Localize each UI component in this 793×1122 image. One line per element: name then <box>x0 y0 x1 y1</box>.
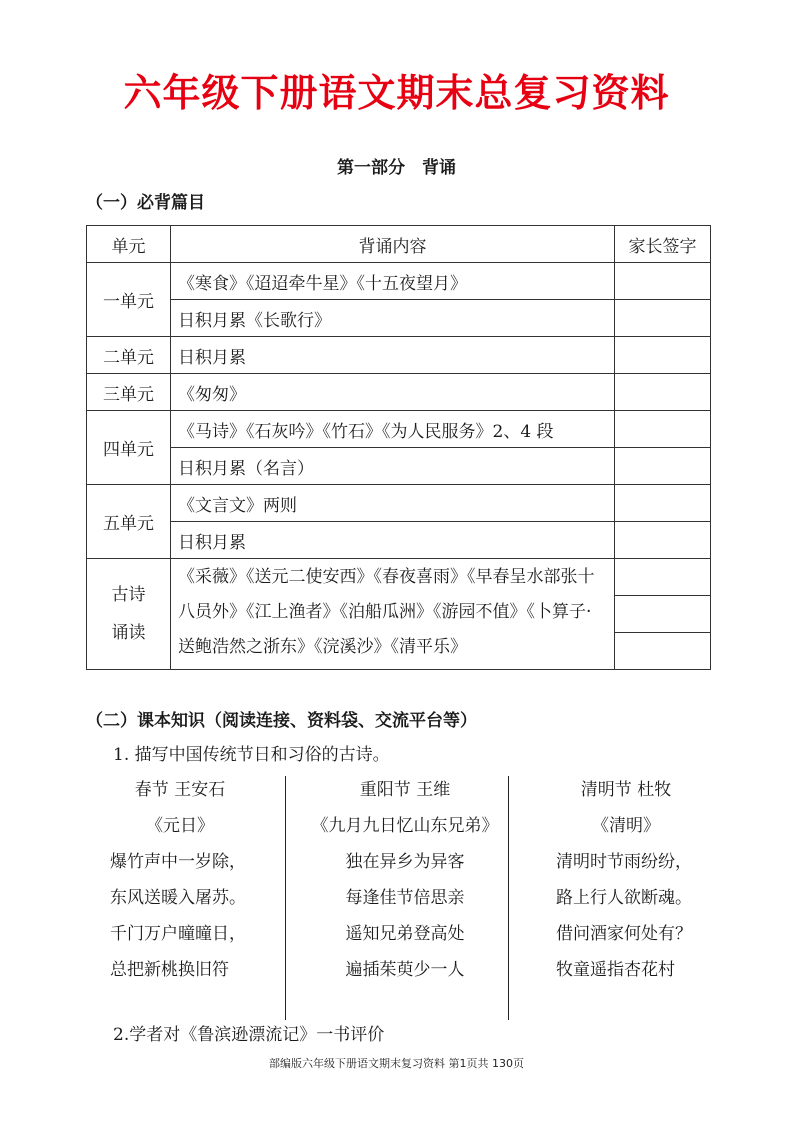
poem-title: 《清明》 <box>592 816 660 836</box>
signature-cell <box>615 263 711 300</box>
signature-cell <box>615 633 711 670</box>
content-cell: 日积月累 <box>171 337 615 374</box>
content-cell: 日积月累（名言） <box>171 448 615 485</box>
table-row <box>87 559 711 596</box>
signature-cell <box>615 411 711 448</box>
document-title: 六年级下册语文期末总复习资料 <box>123 71 670 115</box>
table-row <box>87 448 711 485</box>
header-unit: 单元 <box>87 226 171 263</box>
signature-cell <box>615 448 711 485</box>
poem-title: 《元日》 <box>146 816 214 836</box>
poem-line: 爆竹声中一岁除， <box>110 852 246 872</box>
item-robinson-crusoe-review: 2.学者对《鲁滨逊漂流记》一书评价 <box>113 1025 385 1045</box>
section-heading-textbook-knowledge: （二）课本知识（阅读连接、资料袋、交流平台等） <box>86 711 477 731</box>
table-row <box>87 374 711 411</box>
content-cell: 《寒食》《迢迢牵牛星》《十五夜望月》 <box>171 263 615 300</box>
signature-cell <box>615 596 711 633</box>
poem-line: 路上行人欲断魂。 <box>556 888 692 908</box>
signature-cell <box>615 374 711 411</box>
poem-line: 总把新桃换旧符 <box>110 960 229 980</box>
content-cell: 日积月累《长歌行》 <box>171 300 615 337</box>
signature-cell <box>615 300 711 337</box>
unit-cell-ancient-poems <box>87 559 171 670</box>
recitation-table <box>86 225 711 670</box>
table-row <box>87 485 711 522</box>
header-parent-signature: 家长签字 <box>615 226 711 263</box>
poem-header: 重阳节 王维 <box>359 780 451 800</box>
table-row <box>87 411 711 448</box>
content-cell: 《匆匆》 <box>171 374 615 411</box>
poem-line: 清明时节雨纷纷， <box>556 852 692 872</box>
poem-line: 遍插茱萸少一人 <box>345 960 465 980</box>
unit-label-line: 古诗 <box>111 585 146 605</box>
content-cell: 日积月累 <box>171 522 615 559</box>
poem-column-double-ninth <box>305 775 505 991</box>
content-cell-ancient-poems: 《采薇》《送元二使安西》《春夜喜雨》《早春呈水部张十八员外》《江上渔者》《泊船瓜洲》《游园不值》《卜算子·送鲍浩然之浙东》《浣溪沙》《清平乐》 <box>171 559 615 670</box>
content-cell: 《文言文》两则 <box>171 485 615 522</box>
signature-cell <box>615 337 711 374</box>
page-footer: 部编版六年级下册语文期末复习资料 第1页共 130页 <box>269 1057 524 1070</box>
poem-line: 东风送暖入屠苏。 <box>110 888 246 908</box>
table-row <box>87 300 711 337</box>
unit-cell: 三单元 <box>87 374 171 411</box>
content-cell: 《马诗》《石灰吟》《竹石》《为人民服务》2、4 段 <box>171 411 615 448</box>
section-heading-required-texts: （一）必背篇目 <box>86 193 205 213</box>
poem-line: 独在异乡为异客 <box>345 852 465 872</box>
poem-line: 牧童遥指杏花村 <box>556 960 675 980</box>
poem-header: 清明节 杜牧 <box>580 780 672 800</box>
poem-column-qingming <box>556 775 716 991</box>
header-content: 背诵内容 <box>171 226 615 263</box>
poem-column-spring-festival <box>110 775 310 991</box>
poem-line: 借问酒家何处有？ <box>556 924 692 944</box>
unit-cell: 二单元 <box>87 337 171 374</box>
unit-cell: 五单元 <box>87 485 171 559</box>
poem-line: 每逢佳节倍思亲 <box>345 888 465 908</box>
poem-line: 遥知兄弟登高处 <box>345 924 465 944</box>
signature-cell <box>615 485 711 522</box>
part-title: 第一部分 背诵 <box>337 158 456 178</box>
signature-cell <box>615 522 711 559</box>
poem-header: 春节 王安石 <box>134 780 226 800</box>
item-festival-poems: 1. 描写中国传统节日和习俗的古诗。 <box>113 745 390 765</box>
unit-label-line: 诵读 <box>111 623 146 643</box>
table-row <box>87 522 711 559</box>
table-header-row <box>87 226 711 263</box>
column-divider <box>508 776 509 1020</box>
poem-title: 《九月九日忆山东兄弟》 <box>311 816 499 836</box>
poem-line: 千门万户曈曈日， <box>110 924 246 944</box>
table-row <box>87 263 711 300</box>
table-row <box>87 337 711 374</box>
signature-cell <box>615 559 711 596</box>
unit-cell: 一单元 <box>87 263 171 337</box>
unit-cell: 四单元 <box>87 411 171 485</box>
